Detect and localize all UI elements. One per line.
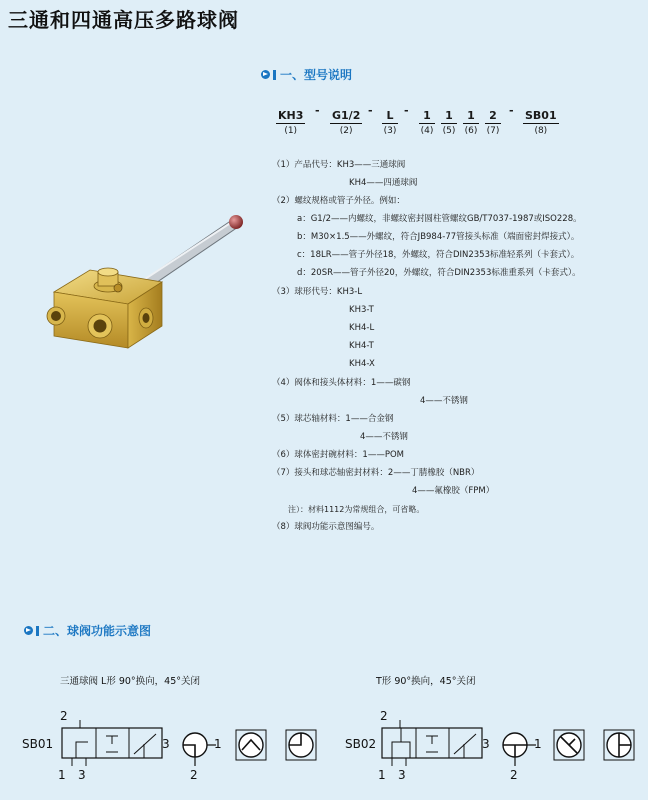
spec-line: （1）产品代号：KH3——三通球阀 [272, 160, 406, 170]
spec-line: 4——氟橡胶（FPM） [412, 486, 495, 496]
section-bullet-icon [261, 70, 270, 79]
spec-line: a：G1/2——内螺纹，非螺纹密封圆柱管螺纹GB/T7037-1987或ISO228。 [297, 214, 582, 224]
spec-line: （5）球芯轴材料：1——合金钢 [272, 414, 394, 424]
code-dash: - [368, 104, 373, 117]
spec-line: 4——不锈钢 [360, 432, 408, 442]
code-number: (7) [486, 126, 500, 136]
spec-line: KH4——四通球阀 [349, 178, 418, 188]
spec-line: （8）球阀功能示意图编号。 [272, 522, 380, 532]
diagram-id: SB01 [22, 737, 54, 751]
code-value: 1 [419, 109, 435, 124]
code-dash: - [509, 104, 514, 117]
code-number: (2) [339, 126, 353, 136]
spec-note: 注）：材料1112为常规组合，可省略。 [288, 505, 425, 514]
spec-line: KH3-T [349, 305, 374, 315]
spec-line: d：20SR——管子外径20，外螺纹，符合DIN2353标准重系列（卡套式）。 [297, 268, 581, 278]
section-bar-icon [273, 70, 276, 80]
spec-line: b：M30×1.5——外螺纹，符合JB984-77管接头标准（端面密封焊接式）。 [297, 232, 580, 242]
spec-line: （2）螺纹规格或管子外径。例如： [272, 196, 405, 206]
port-label-left: 1 [58, 768, 66, 782]
spec-line: （7）接头和球芯轴密封材料：2——丁腈橡胶（NBR） [272, 468, 480, 478]
ball-port-left: 3 [162, 737, 170, 751]
code-value: 1 [463, 109, 479, 124]
code-number: (3) [383, 126, 397, 136]
port-label-top: 2 [380, 709, 388, 723]
spec-line: c：18LR——管子外径18，外螺纹，符合DIN2353标准轻系列（卡套式）。 [297, 250, 580, 260]
code-value: 1 [441, 109, 457, 124]
page-title: 三通和四通高压多路球阀 [8, 8, 239, 32]
section-heading-diagram [24, 622, 151, 639]
ball-port-bottom: 2 [190, 768, 198, 782]
port-label-top: 2 [60, 709, 68, 723]
section-bar-icon [36, 626, 39, 636]
spec-line: 4——不锈钢 [420, 396, 468, 406]
port-label-left: 1 [378, 768, 386, 782]
section-heading-text: 二、球阀功能示意图 [43, 624, 152, 638]
spec-line: KH4-X [349, 359, 375, 369]
code-item [441, 104, 457, 136]
code-item [419, 104, 435, 136]
spec-line: （6）球体密封碗材料：1——POM [272, 450, 404, 460]
code-number: (5) [442, 126, 456, 136]
spec-line: KH4-T [349, 341, 374, 351]
code-value: SB01 [525, 109, 557, 122]
code-dash: - [315, 104, 320, 117]
code-item [330, 104, 362, 136]
port-label-right: 3 [78, 768, 86, 782]
code-value: KH3 [278, 109, 304, 122]
ball-symbol-45 [239, 733, 263, 757]
ball-port-right: 1 [214, 737, 222, 751]
code-number: (4) [420, 126, 434, 136]
ball-port-right: 1 [534, 737, 542, 751]
spec-line: （4）阀体和接头体材料：1——碳钢 [272, 378, 411, 388]
diagram-id: SB02 [345, 737, 377, 751]
ball-valve-image [42, 200, 252, 360]
code-dash: - [404, 104, 409, 117]
port-label-right: 3 [398, 768, 406, 782]
diagram-caption-right: T形 90°换向，45°关闭 [376, 676, 476, 687]
code-number: (1) [284, 126, 298, 136]
spec-line: （3）球形代号：KH3-L [272, 287, 363, 297]
section-heading-text: 一、型号说明 [280, 68, 353, 82]
model-code-row [0, 104, 648, 144]
code-item [382, 104, 398, 136]
code-item [523, 104, 559, 136]
section-bullet-icon [24, 626, 33, 635]
code-number: (6) [464, 126, 478, 136]
ball-port-left: 3 [482, 737, 490, 751]
ball-port-bottom: 2 [510, 768, 518, 782]
diagram-caption-left: 三通球阀 L形 90°换向，45°关闭 [60, 676, 201, 687]
code-value: 2 [485, 109, 501, 124]
code-item [485, 104, 501, 136]
code-value: L [382, 109, 398, 124]
code-number: (8) [534, 126, 548, 136]
code-item [276, 104, 305, 136]
section-heading-model [261, 66, 352, 83]
code-item [463, 104, 479, 136]
spec-line: KH4-L [349, 323, 375, 333]
code-value: G1/2 [332, 109, 361, 122]
